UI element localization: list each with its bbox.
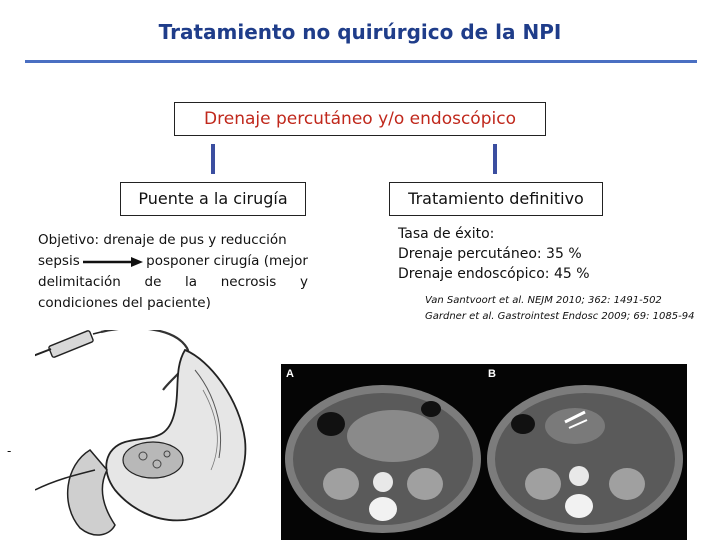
success-rate-heading: Tasa de éxito: [398,226,495,242]
references [425,293,710,325]
bridge-to-surgery-box: Puente a la cirugía [120,182,306,216]
ct-label-a: A [286,368,294,380]
reference-2: Gardner et al. Gastrointest Endosc 2009; 69: 1085-94 [425,311,695,322]
objective-line-2 [38,251,308,272]
success-rate-text [398,224,648,284]
ct-scan-b [483,364,687,540]
objective-line-2-text: posponer cirugía (mejor [146,253,308,269]
objective-line-4-text: condiciones del paciente) [38,295,211,311]
objective-word-3: la [185,274,198,290]
stray-mark: - [7,444,12,458]
objective-word-2: de [144,274,162,290]
definitive-treatment-box: Tratamiento definitivo [389,182,603,216]
success-rate-percutaneous: Drenaje percutáneo: 35 % [398,246,582,262]
slide-title: Tratamiento no quirúrgico de la NPI [158,20,562,44]
endoscopic-drainage-illustration [35,330,265,540]
pancreatic-collection [123,442,183,478]
reference-1: Van Santvoort et al. NEJM 2010; 362: 1491-502 [425,295,662,306]
objective-line-1 [38,230,308,251]
syringe-icon [35,330,101,358]
main-treatment-box: Drenaje percutáneo y/o endoscópico [174,102,546,136]
title-underline [25,60,697,63]
connector-right [493,144,497,174]
bridge-objective-text [38,230,308,314]
objective-word-sepsis: sepsis [38,253,80,269]
objective-line-4 [38,293,308,314]
objective-word-1: delimitación [38,274,121,290]
objective-line-1-text: Objetivo: drenaje de pus y reducción [38,232,287,248]
connector-left [211,144,215,174]
ct-scan-a [281,364,485,540]
success-rate-endoscopic: Drenaje endoscópico: 45 % [398,266,590,282]
right-arrow-icon [83,257,143,267]
objective-word-5: y [300,274,308,290]
objective-line-3 [38,272,308,293]
endoscope-cable [101,330,189,390]
ct-label-b: B [488,368,496,380]
objective-word-4: necrosis [220,274,277,290]
